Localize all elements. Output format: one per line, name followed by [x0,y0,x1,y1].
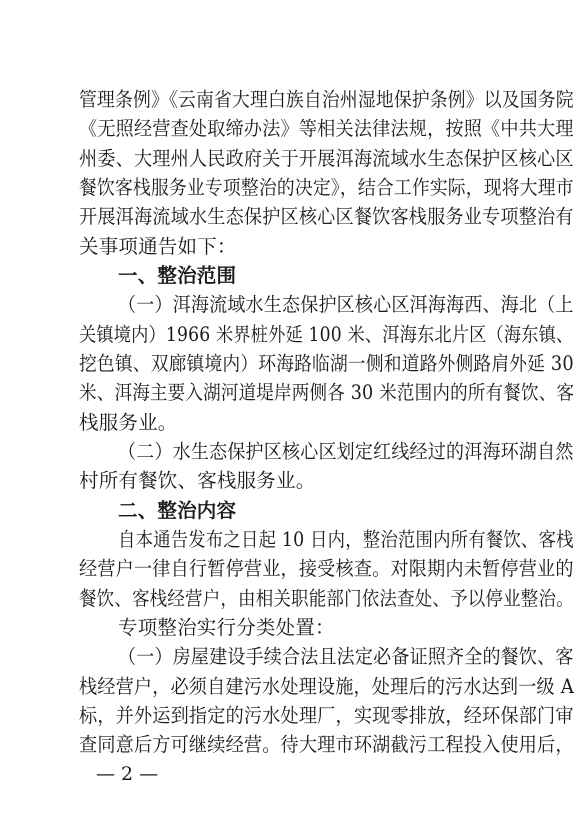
body-text-line: 关镇境内）1966 米界桩外延 100 米、洱海东北片区（海东镇、 [79,323,574,346]
section-heading-content: 二、整治内容 [118,499,237,522]
body-text-line: 餐饮客栈服务业专项整治的决定》，结合工作实际，现将大理市 [79,176,574,199]
body-text-line: 餐饮、客栈经营户，由相关职能部门依法查处、予以停业整治。 [79,587,574,610]
page-number: — 2 — [96,763,159,785]
section-heading-scope: 一、整治范围 [118,264,237,287]
body-text-line: 栈服务业。 [79,411,178,434]
body-text-line: 挖色镇、双廊镇境内）环海路临湖一侧和道路外侧路肩外延 30 [79,352,574,375]
body-text-line: （一）洱海流域水生态保护区核心区洱海海西、海北（上 [118,293,574,316]
body-text-line: 管理条例》《云南省大理白族自治州湿地保护条例》以及国务院 [79,88,574,111]
body-text-line: 自本通告发布之日起 10 日内，整治范围内所有餐饮、客栈 [118,528,574,551]
body-text-line: 村所有餐饮、客栈服务业。 [79,469,316,492]
body-text-line: 经营户一律自行暂停营业，接受核查。对限期内未暂停营业的 [79,557,574,580]
body-text-line: 《无照经营查处取缔办法》等相关法律法规，按照《中共大理 [79,117,574,140]
body-text-line: 标，并外运到指定的污水处理厂，实现零排放，经环保部门审 [79,704,574,727]
body-text-line: （二）水生态保护区核心区划定红线经过的洱海环湖自然 [118,440,574,463]
body-text-line: 米、洱海主要入湖河道堤岸两侧各 30 米范围内的所有餐饮、客 [79,381,575,404]
body-text-line: 州委、大理州人民政府关于开展洱海流域水生态保护区核心区 [79,147,574,170]
body-text-line: （一）房屋建设手续合法且法定必备证照齐全的餐饮、客 [118,645,574,668]
body-text-line: 专项整治实行分类处置： [118,616,335,639]
body-text-line: 关事项通告如下： [79,235,237,258]
body-text-line: 开展洱海流域水生态保护区核心区餐饮客栈服务业专项整治有 [79,205,574,228]
body-text-line: 查同意后方可继续经营。待大理市环湖截污工程投入使用后， [79,733,574,756]
body-text-line: 栈经营户，必须自建污水处理设施，处理后的污水达到一级 A [79,675,575,698]
